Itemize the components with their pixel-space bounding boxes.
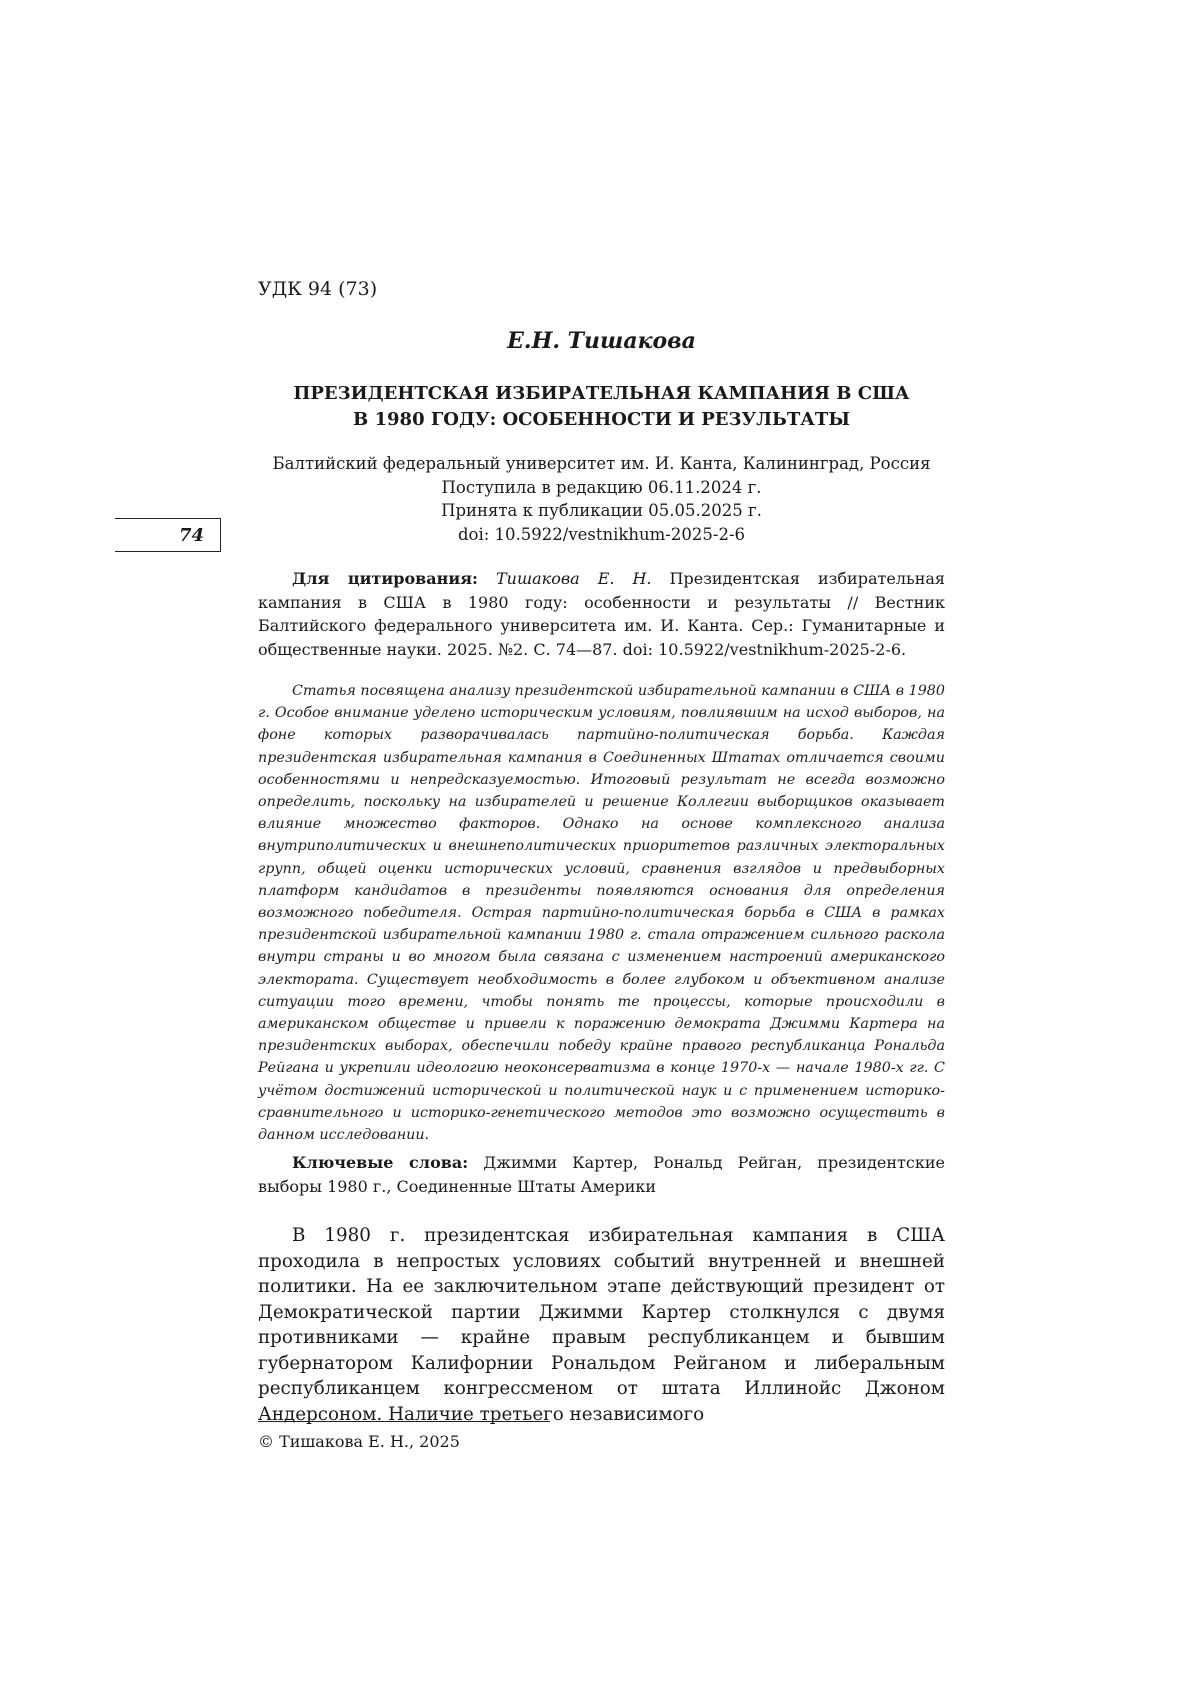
article-author: Е.Н. Тишакова (507, 328, 696, 354)
doi: doi: 10.5922/vestnikhum-2025-2-6 (457, 524, 746, 544)
affiliation-block (258, 452, 945, 546)
citation-label: Для цитирования: (292, 569, 478, 588)
article-title-line-2: В 1980 ГОДУ: ОСОБЕННОСТИ И РЕЗУЛЬТАТЫ (353, 409, 850, 430)
article-title-line-1: ПРЕЗИДЕНТСКАЯ ИЗБИРАТЕЛЬНАЯ КАМПАНИЯ В США (293, 383, 910, 404)
citation-author: Тишакова Е. Н. (495, 569, 652, 588)
accepted-date: Принята к публикации 05.05.2025 г. (441, 501, 762, 520)
footnote-divider (258, 1421, 550, 1422)
keywords-block (258, 1151, 945, 1199)
abstract: Статья посвящена анализу президентской избирательной кампании в США в 1980 г. Особое внимание уделено историческим условиям, повлиявшим на исход выборов, на фоне которых разворачивалась партийно-политическая борьба. Каждая президентская избирательная кампания в Соединенных Штатах отличается своими особенностями и непредсказуемостью. Итоговый результат не всегда возможно определить, поскольку на избирателей и решение Коллегии выборщиков оказывает влияние множество факторов. Однако на основе комплексного анализа внутриполитических и внешнеполитических приоритетов различных электоральных групп, общей оценки исторических условий, сравнения взглядов и предвыборных платформ кандидатов в президенты появляются основания для определения возможного победителя. Острая партийно-политическая борьба в США в рамках президентской избирательной кампании 1980 г. стала отражением сильного раскола внутри страны и во многом была связана с изменением настроений американского электората. Существует необходимость в более глубоком и объективном анализе ситуации того времени, чтобы понять те процессы, которые происходили в американском обществе и привели к поражению демократа Джимми Картера на президентских выборах, обеспечили победу крайне правого республиканца Рональда Рейгана и укрепили идеологию неоконсерватизма в конце 1970-х — начале 1980-х гг. С учётом достижений исторической и политической наук и с применением историко-сравнительного и историко-генетического методов это возможно осуществить в данном исследовании. (258, 683, 945, 1144)
page-number: 74 (178, 525, 204, 546)
page-number-box (115, 518, 221, 552)
affiliation-institution: Балтийский федеральный университет им. И. Канта, Калининград, Россия (272, 454, 931, 473)
body-paragraph: В 1980 г. президентская избирательная кампания в США проходила в непростых условиях событий внутренней и внешней политики. На ее заключительном этапе действующий президент от Демократической партии Джимми Картер столкнулся с двумя противниками — крайне правым республиканцем и бывшим губернатором Калифорнии Рональдом Рейганом и либеральным республиканцем конгрессменом от штата Иллинойс Джоном Андерсоном. Наличие третьего независимого (258, 1225, 945, 1425)
received-date: Поступила в редакцию 06.11.2024 г. (441, 477, 762, 497)
copyright-footnote: © Тишакова Е. Н., 2025 (258, 1432, 460, 1451)
citation-block (258, 567, 945, 661)
keywords-text: Джимми Картер, Рональд Рейган, президентские выборы 1980 г., Соединенные Штаты Америки (258, 1153, 945, 1196)
udk-code: УДК 94 (73) (258, 278, 378, 300)
article-title (258, 381, 945, 433)
keywords-label: Ключевые слова: (292, 1153, 469, 1172)
citation-text: Президентская избирательная кампания в США в 1980 году: особенности и результаты // Вестник Балтийского федерального университета им. И. Канта. Сер.: Гуманитарные и общественные науки. 2025. №2. С. 74—87. doi: 10.5922/vestnikhum-2025-2-6. (258, 569, 945, 659)
